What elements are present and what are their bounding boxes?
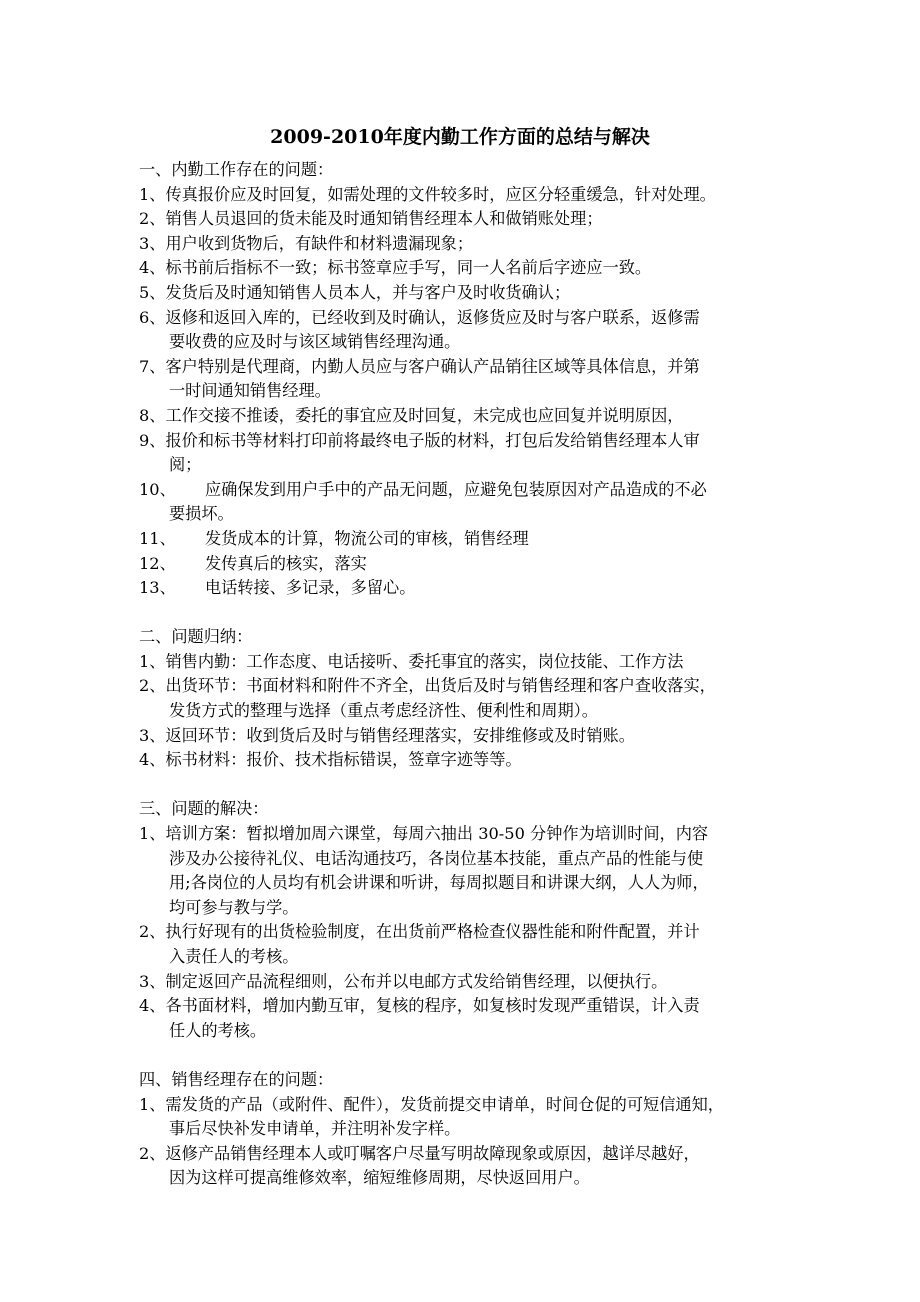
list-item <box>139 674 789 699</box>
list-item-continuation <box>139 1117 789 1142</box>
item-text: 因为这样可提高维修效率，缩短维修周期，尽快返回用户。 <box>169 1168 590 1188</box>
item-text: 传真报价应及时回复，如需处理的文件较多时，应区分轻重缓急，针对处理。 <box>165 184 716 204</box>
item-text: 返修和返回入库的，已经收到及时确认，返修货应及时与客户联系，返修需 <box>165 307 700 327</box>
section-spacer <box>139 1043 789 1068</box>
list-item <box>139 207 789 232</box>
list-item <box>139 1093 789 1118</box>
item-text: 任人的考核。 <box>169 1020 267 1040</box>
item-text: 阅； <box>169 455 202 475</box>
list-item <box>139 404 789 429</box>
list-item-continuation <box>139 330 789 355</box>
document-body <box>139 158 789 1191</box>
item-text: 销售人员退回的货未能及时通知销售经理本人和做销账处理； <box>165 209 603 229</box>
item-text: 要收费的应及时与该区域销售经理沟通。 <box>169 332 461 352</box>
list-item <box>139 232 789 257</box>
item-text: 用户收到货物后，有缺件和材料遗漏现象； <box>165 233 474 253</box>
item-number: 9、 <box>139 430 166 450</box>
item-text: 发货方式的整理与选择（重点考虑经济性、便利性和周期）。 <box>169 701 598 721</box>
item-number: 5、 <box>139 282 166 302</box>
list-item-continuation <box>139 502 789 527</box>
list-item <box>139 183 789 208</box>
list-item-continuation <box>139 871 789 896</box>
item-number: 2、 <box>139 922 166 942</box>
item-text: 制定返回产品流程细则，公布并以电邮方式发给销售经理，以便执行。 <box>165 971 668 991</box>
item-text: 要损坏。 <box>169 504 234 524</box>
item-number: 3、 <box>139 971 166 991</box>
item-number: 2、 <box>139 209 166 229</box>
item-number: 4、 <box>139 996 166 1016</box>
item-number: 2、 <box>139 1143 166 1163</box>
item-text: 发货后及时通知销售人员本人，并与客户及时收货确认； <box>165 282 571 302</box>
item-number: 11、 <box>139 528 176 548</box>
item-text: 客户特别是代理商，内勤人员应与客户确认产品销往区域等具体信息，并第 <box>165 356 700 376</box>
item-number: 6、 <box>139 307 166 327</box>
item-number: 7、 <box>139 356 166 376</box>
item-number: 13、 <box>139 578 176 598</box>
section-heading: 三、问题的解决： <box>139 799 269 819</box>
item-text: 培训方案：暂拟增加周六课堂，每周六抽出 30-50 分钟作为培训时间，内容 <box>165 824 709 844</box>
item-text: 标书材料：报价、技术指标错误，签章字迹等等。 <box>165 750 522 770</box>
item-text: 应确保发到用户手中的产品无问题，应避免包装原因对产品造成的不必 <box>205 479 707 499</box>
item-number: 4、 <box>139 258 166 278</box>
item-text: 电话转接、多记录，多留心。 <box>205 578 416 598</box>
item-text: 入责任人的考核。 <box>169 947 299 966</box>
list-item-continuation <box>139 945 789 970</box>
item-number: 1、 <box>139 651 166 671</box>
item-text: 销售内勤：工作态度、电话接听、委托事宜的落实，岗位技能、工作方法 <box>165 651 684 671</box>
list-item <box>139 822 789 847</box>
item-number: 1、 <box>139 184 166 204</box>
list-item <box>139 576 789 601</box>
item-number: 1、 <box>139 1094 166 1114</box>
item-text: 各书面材料，增加内勤互审，复核的程序，如复核时发现严重错误，计入责 <box>165 996 700 1016</box>
list-item <box>139 281 789 306</box>
item-text: 执行好现有的出货检验制度，在出货前严格检查仪器性能和附件配置，并计 <box>165 922 700 942</box>
item-number: 3、 <box>139 725 166 745</box>
list-item <box>139 527 789 552</box>
item-number: 1、 <box>139 824 166 844</box>
section-heading: 一、内勤工作存在的问题： <box>139 160 334 179</box>
list-item-continuation <box>139 896 789 921</box>
item-text: 涉及办公接待礼仪、电话沟通技巧，各岗位基本技能，重点产品的性能与使 <box>169 848 704 868</box>
list-item <box>139 355 789 380</box>
item-text: 需发货的产品（或附件、配件），发货前提交申请单，时间仓促的可短信通知， <box>165 1094 724 1114</box>
list-item <box>139 478 789 503</box>
item-text: 工作交接不推诿，委托的事宜应及时回复，未完成也应回复并说明原因， <box>165 405 684 425</box>
item-number: 4、 <box>139 750 166 770</box>
list-item <box>139 1142 789 1167</box>
item-text: 返修产品销售经理本人或叮嘱客户尽量写明故障现象或原因，越详尽越好， <box>165 1143 700 1163</box>
list-item <box>139 256 789 281</box>
list-item <box>139 552 789 577</box>
item-text: 事后尽快补发申请单，并注明补发字样。 <box>169 1119 461 1139</box>
list-item <box>139 970 789 995</box>
list-item <box>139 748 789 773</box>
section-spacer <box>139 601 789 626</box>
item-number: 8、 <box>139 405 166 425</box>
item-text: 一时间通知销售经理。 <box>169 381 331 401</box>
list-item <box>139 920 789 945</box>
item-text: 发传真后的核实，落实 <box>205 553 367 573</box>
item-number: 10、 <box>139 479 176 499</box>
item-number: 2、 <box>139 676 166 696</box>
list-item <box>139 429 789 454</box>
item-text: 用;各岗位的人员均有机会讲课和听讲，每周拟题目和讲课大纲，人人为师， <box>169 873 709 893</box>
section-heading: 四、销售经理存在的问题： <box>139 1069 334 1089</box>
item-text: 均可参与教与学。 <box>169 897 299 917</box>
list-item-continuation <box>139 1166 789 1191</box>
item-number: 3、 <box>139 233 166 253</box>
section-spacer <box>139 773 789 798</box>
list-item-continuation <box>139 1019 789 1044</box>
list-item <box>139 650 789 675</box>
item-number: 12、 <box>139 553 176 573</box>
list-item <box>139 724 789 749</box>
list-item-continuation <box>139 699 789 724</box>
list-item-continuation <box>139 453 789 478</box>
item-text: 发货成本的计算，物流公司的审核，销售经理 <box>205 528 529 548</box>
item-text: 报价和标书等材料打印前将最终电子版的材料，打包后发给销售经理本人审 <box>165 430 700 450</box>
item-text: 标书前后指标不一致；标书签章应手写，同一人名前后字迹应一致。 <box>165 258 652 278</box>
list-item-continuation <box>139 847 789 872</box>
item-text: 出货环节：书面材料和附件不齐全，出货后及时与销售经理和客户查收落实， <box>165 676 716 696</box>
item-text: 返回环节：收到货后及时与销售经理落实，安排维修或及时销账。 <box>165 725 635 745</box>
list-item <box>139 306 789 331</box>
document-title: 2009-2010年度内勤工作方面的总结与解决 <box>270 126 650 148</box>
list-item <box>139 994 789 1019</box>
section-heading: 二、问题归纳： <box>139 627 253 647</box>
list-item-continuation <box>139 379 789 404</box>
